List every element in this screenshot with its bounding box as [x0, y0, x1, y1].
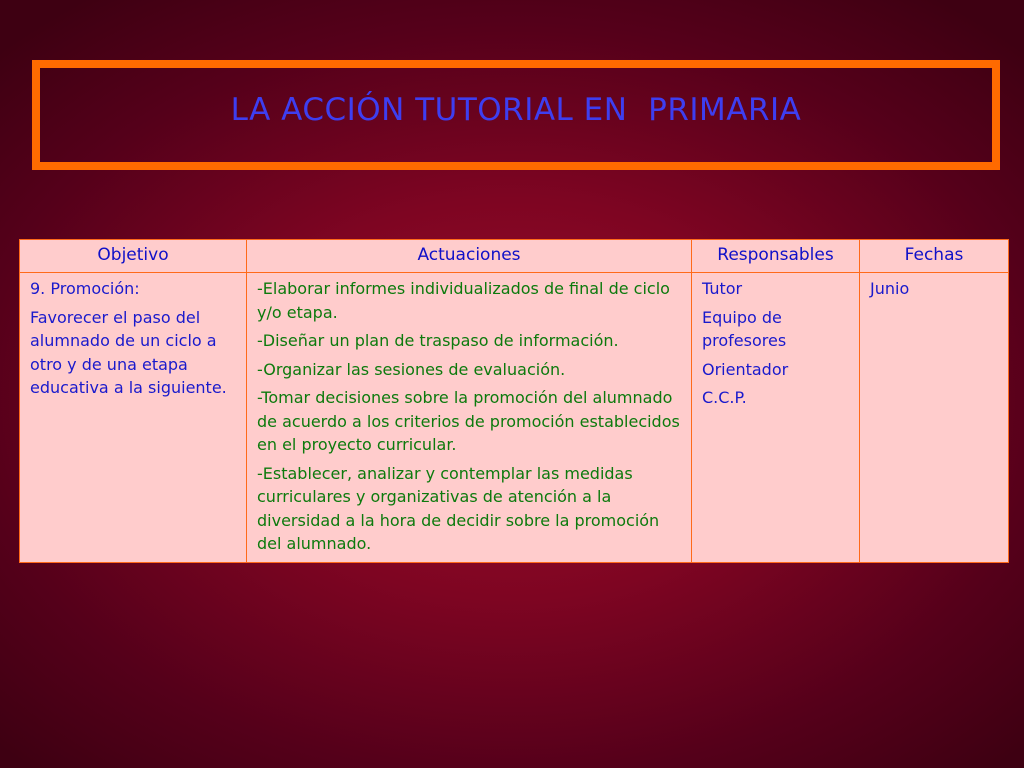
header-responsables: Responsables [692, 240, 860, 273]
header-actuaciones: Actuaciones [247, 240, 692, 273]
title-box [32, 60, 1000, 170]
cell-actuaciones [247, 273, 692, 563]
actuacion-item: -Establecer, analizar y contemplar las medidas curriculares y organizativas de atención a la diversidad a la hora de decidir sobre la promoción del alumnado. [257, 463, 660, 553]
actuacion-item: -Organizar las sesiones de evaluación. [257, 359, 566, 379]
cell-objetivo [20, 273, 247, 563]
responsable-item: C.C.P. [702, 388, 747, 407]
responsable-item: Tutor [702, 279, 743, 298]
actuacion-item: -Diseñar un plan de traspaso de información. [257, 331, 619, 350]
responsable-item: Equipo de profesores [702, 307, 787, 350]
cell-fechas [860, 273, 1009, 563]
actuacion-item: -Tomar decisiones sobre la promoción del alumnado de acuerdo a los criterios de promoción establecidos en el proyecto curricular. [257, 388, 680, 454]
cell-responsables [692, 273, 860, 563]
header-fechas: Fechas [860, 240, 1009, 273]
actuacion-item: -Elaborar informes individualizados de final de ciclo y/o etapa. [257, 279, 670, 322]
table-header-row [20, 240, 1009, 273]
slide-title: LA ACCIÓN TUTORIAL EN PRIMARIA [230, 92, 802, 128]
objetivo-text: Favorecer el paso del alumnado de un ciclo a otro y de una etapa educativa a la siguiente. [30, 307, 227, 397]
table-row [20, 273, 1009, 563]
responsable-item: Orientador [702, 359, 789, 379]
action-plan-table [19, 239, 1009, 563]
header-objetivo: Objetivo [20, 240, 247, 273]
objetivo-heading: 9. Promoción: [30, 279, 140, 298]
fecha-item: Junio [870, 279, 910, 298]
